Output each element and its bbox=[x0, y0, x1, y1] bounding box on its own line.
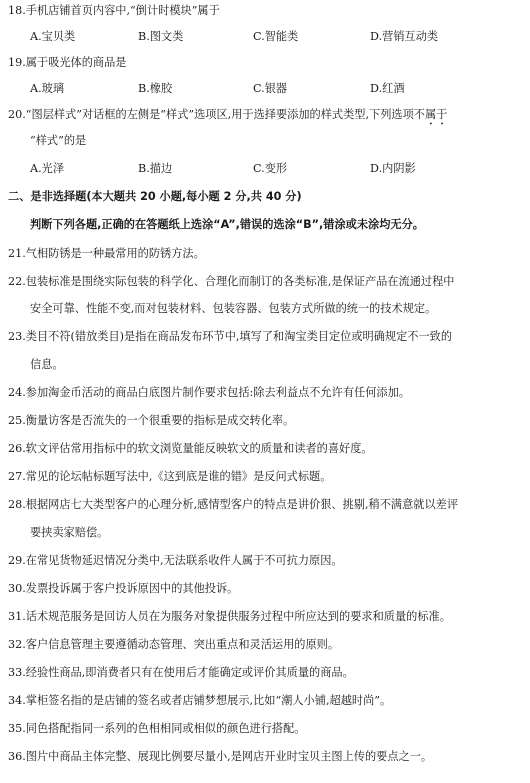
q18-option-c: C.智能类 bbox=[253, 30, 299, 43]
tf-item: 21.气相防锈是一种最常用的防锈方法。 bbox=[8, 247, 205, 260]
q18-option-b: B.图文类 bbox=[138, 30, 184, 43]
q18-option-a: A.宝贝类 bbox=[30, 30, 76, 43]
tf-item: 23.类目不符(错放类目)是指在商品发布环节中,填写了和淘宝类目定位或明确规定不一致的 bbox=[8, 330, 453, 343]
tf-item: 35.同色搭配指同一系列的色相相同或相似的颜色进行搭配。 bbox=[8, 722, 306, 735]
tf-item-cont: 安全可靠、性能不变,而对包装材料、包装容器、包装方式所做的统一的技术规定。 bbox=[30, 302, 437, 315]
tf-item: 34.掌柜签名指的是店铺的签名或者店铺梦想展示,比如“潮人小铺,超越时尚”。 bbox=[8, 694, 392, 707]
tf-item: 31.话术规范服务是回访人员在为服务对象提供服务过程中所应达到的要求和质量的标准。 bbox=[8, 610, 451, 623]
tf-item: 24.参加淘金币活动的商品白底图片制作要求包括:除去利益点不允许有任何添加。 bbox=[8, 386, 410, 399]
q20-emphasis: 属于 bbox=[424, 108, 448, 121]
tf-item: 25.衡量访客是否流失的一个很重要的指标是成交转化率。 bbox=[8, 414, 295, 427]
tf-item: 32.客户信息管理主要遵循动态管理、突出重点和灵活运用的原则。 bbox=[8, 638, 340, 651]
tf-item: 30.发票投诉属于客户投诉原因中的其他投诉。 bbox=[8, 582, 239, 595]
question-19-stem: 19.属于吸光体的商品是 bbox=[8, 56, 127, 69]
q19-option-a: A.玻璃 bbox=[30, 82, 65, 95]
tf-item: 28.根据网店七大类型客户的心理分析,感情型客户的特点是讲价狠、挑剔,稍不满意就以差评 bbox=[8, 498, 459, 511]
question-20-stem bbox=[8, 108, 447, 128]
question-18-stem: 18.手机店铺首页内容中,“倒计时模块”属于 bbox=[8, 4, 220, 17]
q20-option-c: C.变形 bbox=[253, 162, 288, 175]
tf-item: 26.软文评估常用指标中的软文浏览量能反映软文的质量和读者的喜好度。 bbox=[8, 442, 373, 455]
tf-item: 27.常见的论坛帖标题写法中,《这到底是谁的错》是反问式标题。 bbox=[8, 470, 332, 483]
q20-stem-text: 20.“图层样式”对话框的左侧是“样式”选项区,用于选择要添加的样式类型,下列选项不 bbox=[8, 108, 425, 121]
tf-item: 36.图片中商品主体完整、展现比例要尽量小,是网店开业时宝贝主图上传的要点之一。 bbox=[8, 750, 433, 763]
tf-item: 33.经验性商品,即消费者只有在使用后才能确定或评价其质量的商品。 bbox=[8, 666, 354, 679]
q19-option-b: B.橡胶 bbox=[138, 82, 173, 95]
q20-option-b: B.描边 bbox=[138, 162, 173, 175]
tf-item: 29.在常见货物延迟情况分类中,无法联系收件人属于不可抗力原因。 bbox=[8, 554, 343, 567]
q19-option-c: C.银器 bbox=[253, 82, 288, 95]
q19-option-d: D.红酒 bbox=[370, 82, 405, 95]
section-2-instruction: 判断下列各题,正确的在答题纸上选涂“A”,错误的选涂“B”,错涂或未涂均无分。 bbox=[30, 218, 424, 231]
tf-item-cont: 信息。 bbox=[30, 358, 64, 371]
section-2-title: 二、是非选择题(本大题共 20 小题,每小题 2 分,共 40 分) bbox=[8, 190, 302, 203]
question-20-stem-cont: “样式”的是 bbox=[30, 134, 87, 147]
q20-option-a: A.光泽 bbox=[30, 162, 65, 175]
tf-item-cont: 要挟卖家赔偿。 bbox=[30, 526, 109, 539]
q18-option-d: D.营销互动类 bbox=[370, 30, 439, 43]
q20-option-d: D.内阴影 bbox=[370, 162, 416, 175]
tf-item: 22.包装标准是围绕实际包装的科学化、合理化而制订的各类标准,是保证产品在流通过程中 bbox=[8, 275, 455, 288]
